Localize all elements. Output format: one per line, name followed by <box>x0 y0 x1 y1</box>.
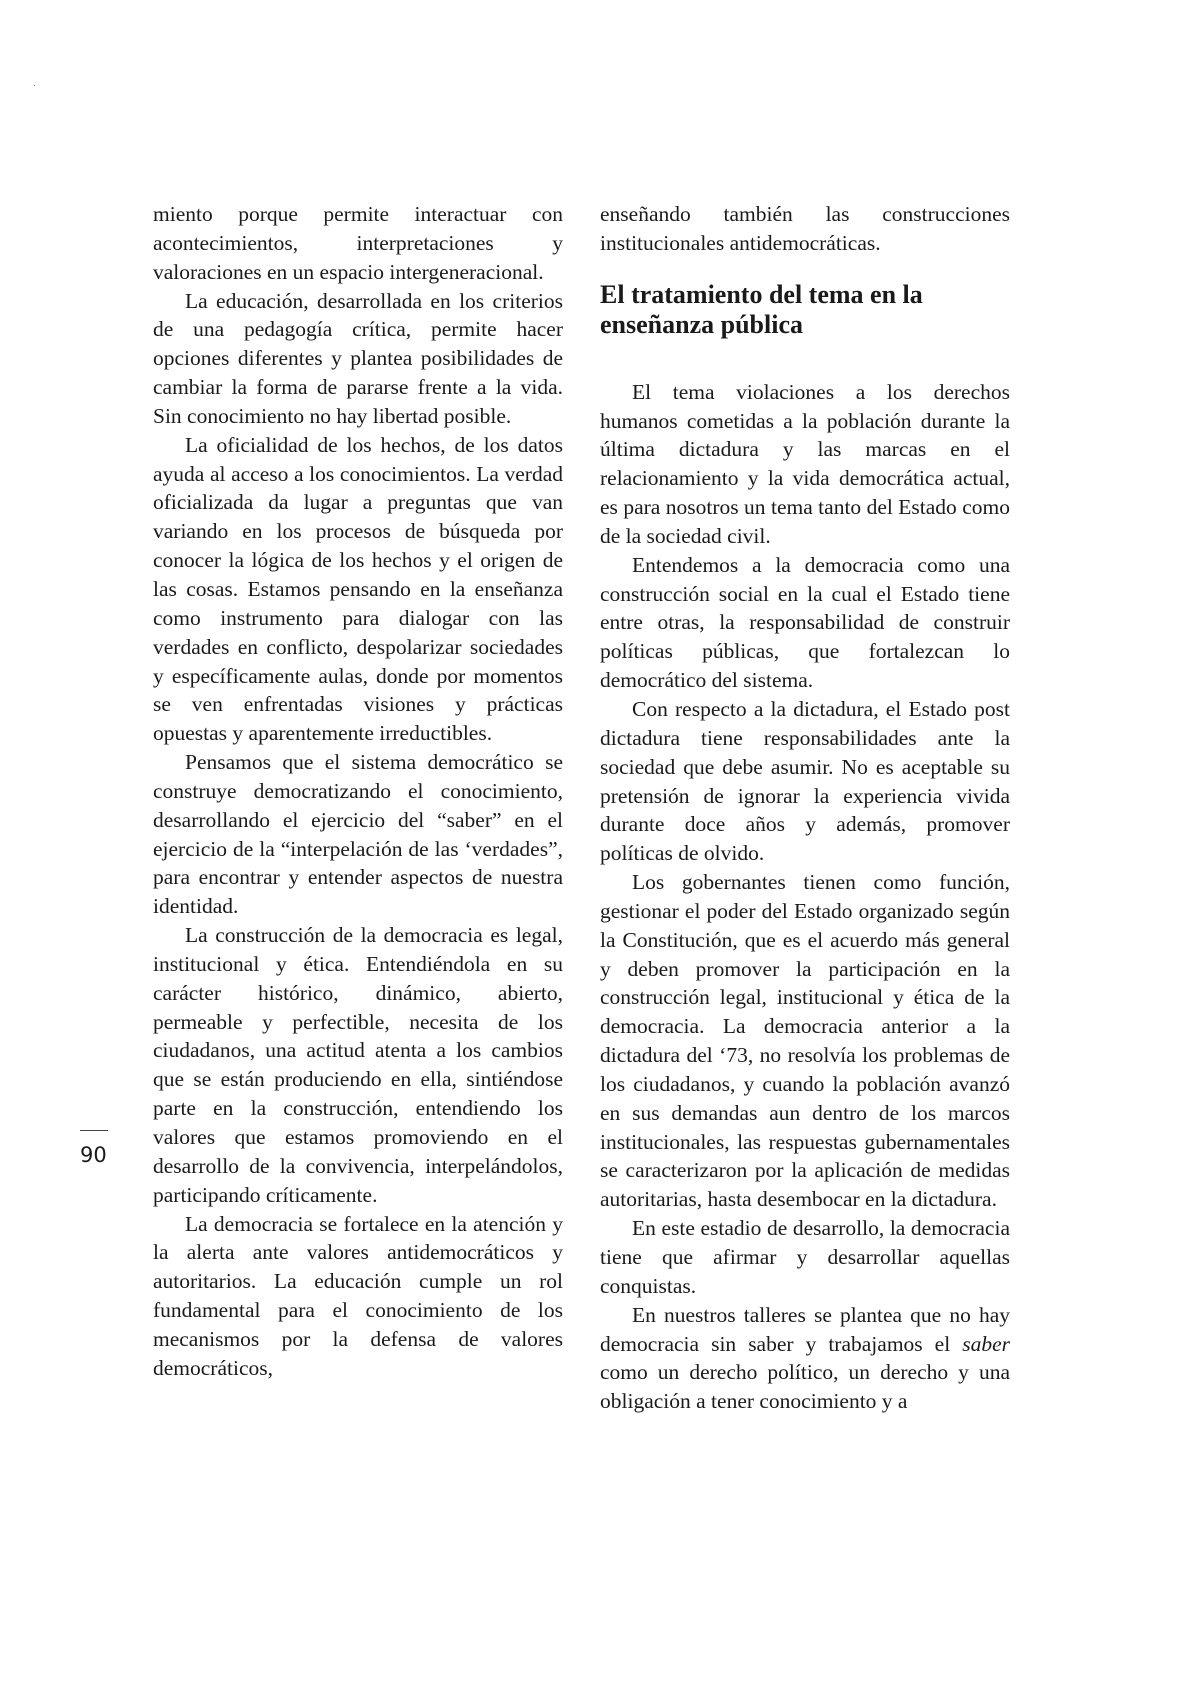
paragraph: miento porque permite interactuar con acontecimientos, interpretaciones y valoraciones en un espacio intergeneracional. <box>153 202 563 284</box>
paragraph: La democracia se fortalece en la atención y la alerta ante valores antidemocráticos y autoritarios. La educación cumple un rol fundamental para el conocimiento de los mecanismos por la defensa de valores democráticos, <box>153 1211 563 1380</box>
paragraph: Los gobernantes tienen como función, gestionar el poder del Estado organizado según la Constitución, que es el acuerdo más general y deben promover la participación en la construcción legal, institucional y ética de la democracia. La democracia anterior a la dictadura del ‘73, no resolvía los problemas de los ciudadanos, y cuando la población avanzó en sus demandas aun dentro de los marcos institucionales, las respuestas gubernamentales se caracterizaron por la aplicación de medidas autoritarias, hasta desembocar en la dictadura. <box>600 870 1010 1212</box>
paragraph: enseñando también las construcciones institucionales antidemocráticas. <box>600 202 1010 255</box>
paragraph: La construcción de la democracia es legal, institucional y ética. Entendiéndola en su carácter histórico, dinámico, abierto, permeable y perfectible, necesita de los ciudadanos, una actitud atenta a los cambios que se están produciendo en ella, sintiéndose parte en la construcción, entendiendo los valores que estamos promoviendo en el desarrollo de la convivencia, interpelándolos, participando críticamente. <box>153 923 563 1207</box>
scan-mark <box>34 85 35 86</box>
left-column <box>153 200 563 1383</box>
paragraph: La oficialidad de los hechos, de los datos ayuda al acceso a los conocimientos. La verdad oficializada da lugar a preguntas que van variando en los procesos de búsqueda por conocer la lógica de los hechos y el origen de las cosas. Estamos pensando en la enseñanza como instrumento para dialogar con las verdades en conflicto, despolarizar sociedades y específicamente aulas, donde por momentos se ven enfrentadas visiones y prácticas opuestas y aparentemente irreductibles. <box>153 432 563 746</box>
right-column <box>600 200 1010 1416</box>
paragraph-text: como un derecho político, un derecho y una obligación a tener conocimiento y a <box>600 1360 1010 1414</box>
paragraph <box>600 1301 1010 1416</box>
paragraph: La educación, desarrollada en los criterios de una pedagogía crítica, permite hacer opciones diferentes y plantea posibilidades de cambiar la forma de pararse frente a la vida. Sin conocimiento no hay libertad posible. <box>153 288 563 428</box>
paragraph-text: En nuestros talleres se plantea que no hay democracia sin saber y trabajamos el <box>600 1302 1010 1356</box>
paragraph: Con respecto a la dictadura, el Estado post dictadura tiene responsabilidades ante la sociedad que debe asumir. No es aceptable su pretensión de ignorar la experiencia vivida durante doce años y además, promover políticas de olvido. <box>600 696 1010 866</box>
italic-term: saber <box>962 1331 1010 1356</box>
paragraph: Entendemos a la democracia como una construcción social en la cual el Estado tiene entre otras, la responsabilidad de construir políticas públicas, que fortalezcan lo democrático del sistema. <box>600 552 1010 693</box>
page-number-rule <box>80 1130 108 1131</box>
paragraph: El tema violaciones a los derechos humanos cometidas a la población durante la última dictadura y las marcas en el relacionamiento y la vida democrática actual, es para nosotros un tema tanto del Estado como de la sociedad civil. <box>600 379 1010 548</box>
paragraph: En este estadio de desarrollo, la democracia tiene que afirmar y desarrollar aquellas conquistas. <box>600 1216 1010 1298</box>
section-heading: El tratamiento del tema en la enseñanza pública <box>600 279 923 339</box>
page-number: 90 <box>80 1143 107 1167</box>
paragraph: Pensamos que el sistema democrático se construye democratizando el conocimiento, desarrollando el ejercicio del “saber” en el ejercicio de la “interpelación de las ‘verdades”, para encontrar y entender aspectos de nuestra identidad. <box>153 750 563 919</box>
